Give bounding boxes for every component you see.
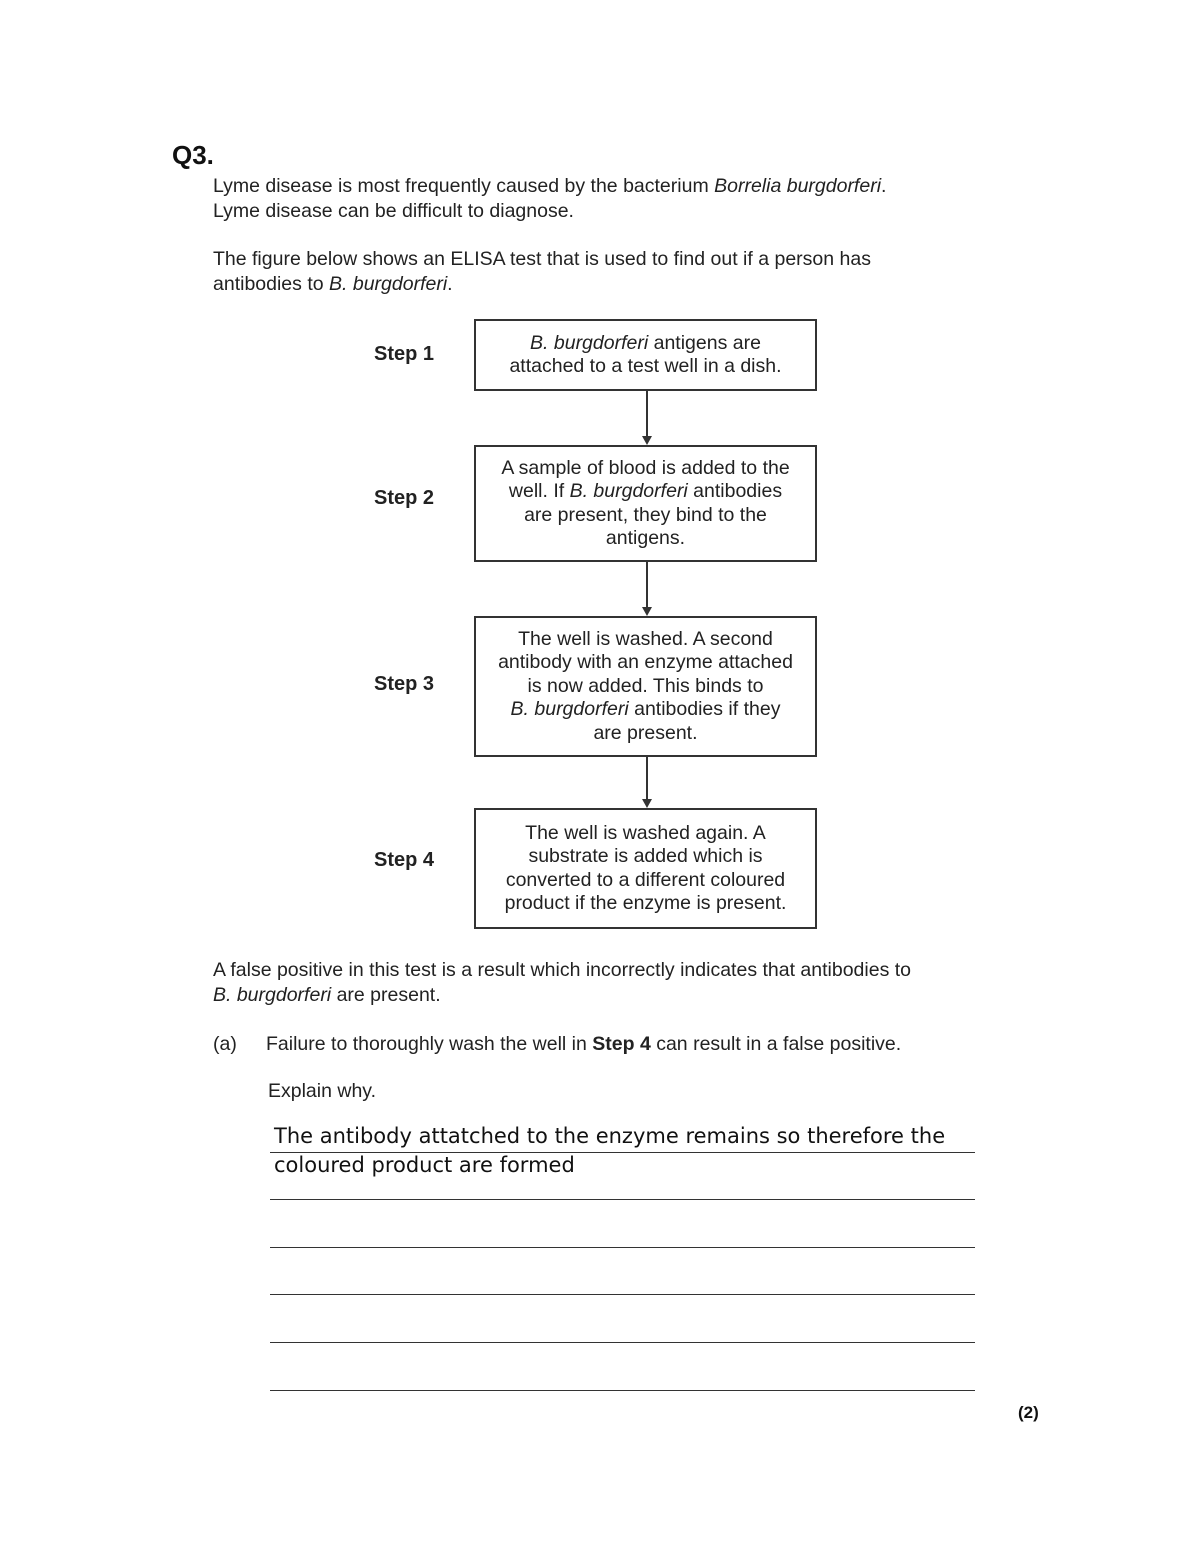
step-3-box bbox=[474, 616, 817, 757]
answer-line-5 bbox=[270, 1342, 975, 1343]
answer-text-line-2[interactable]: coloured product are formed bbox=[274, 1153, 575, 1177]
answer-line-6 bbox=[270, 1390, 975, 1391]
answer-line-4 bbox=[270, 1294, 975, 1295]
arrow-3-4-line bbox=[646, 757, 648, 800]
answer-line-3 bbox=[270, 1247, 975, 1248]
step-1-box bbox=[474, 319, 817, 391]
intro-line-1: Lyme disease is most frequently caused by the bacterium Borrelia burgdorferi. bbox=[213, 175, 887, 197]
marks-indicator: (2) bbox=[1018, 1403, 1039, 1422]
intro-paragraph bbox=[213, 174, 886, 224]
false-positive-line-1: A false positive in this test is a result which incorrectly indicates that antibodies to bbox=[213, 959, 912, 981]
false-positive-paragraph bbox=[213, 958, 911, 1008]
false-positive-line-2: B. burgdorferi are present. bbox=[213, 984, 441, 1006]
part-a-instruction: Explain why. bbox=[268, 1080, 377, 1102]
step-2-box bbox=[474, 445, 817, 562]
figure-intro-line-1: The figure below shows an ELISA test that is used to find out if a person has bbox=[213, 248, 871, 270]
part-a-question: Failure to thoroughly wash the well in Step 4 can result in a false positive. bbox=[266, 1033, 902, 1055]
arrow-1-2-line bbox=[646, 391, 648, 437]
step-2-label: Step 2 bbox=[374, 487, 435, 509]
question-number: Q3. bbox=[172, 140, 214, 170]
figure-intro-paragraph bbox=[213, 247, 871, 297]
step-1-text: B. burgdorferi antigens are attached to a test well in a dish. bbox=[509, 331, 782, 377]
answer-text-line-1[interactable]: The antibody attatched to the enzyme remains so therefore the bbox=[274, 1124, 946, 1148]
answer-line-2 bbox=[270, 1199, 975, 1200]
arrow-3-4-head bbox=[642, 799, 652, 808]
arrow-1-2-head bbox=[642, 436, 652, 445]
step-2-text: A sample of blood is added to the well. If B. burgdorferi antibodies are present, they bind to the antigens. bbox=[501, 456, 790, 549]
step-3-label: Step 3 bbox=[374, 673, 435, 695]
step-4-label: Step 4 bbox=[374, 849, 435, 871]
step-4-text: The well is washed again. A substrate is added which is converted to a different coloured product if the enzyme is present. bbox=[504, 821, 787, 914]
intro-line-2: Lyme disease can be difficult to diagnose. bbox=[213, 200, 574, 222]
step-1-label: Step 1 bbox=[374, 343, 435, 365]
arrow-2-3-head bbox=[642, 607, 652, 616]
figure-intro-line-2: antibodies to B. burgdorferi. bbox=[213, 273, 453, 295]
part-a-label: (a) bbox=[213, 1033, 237, 1055]
arrow-2-3-line bbox=[646, 562, 648, 608]
step-4-box bbox=[474, 808, 817, 929]
step-3-text: The well is washed. A second antibody with an enzyme attached is now added. This binds to B. burgdorferi antibodies if they are present. bbox=[498, 627, 793, 744]
